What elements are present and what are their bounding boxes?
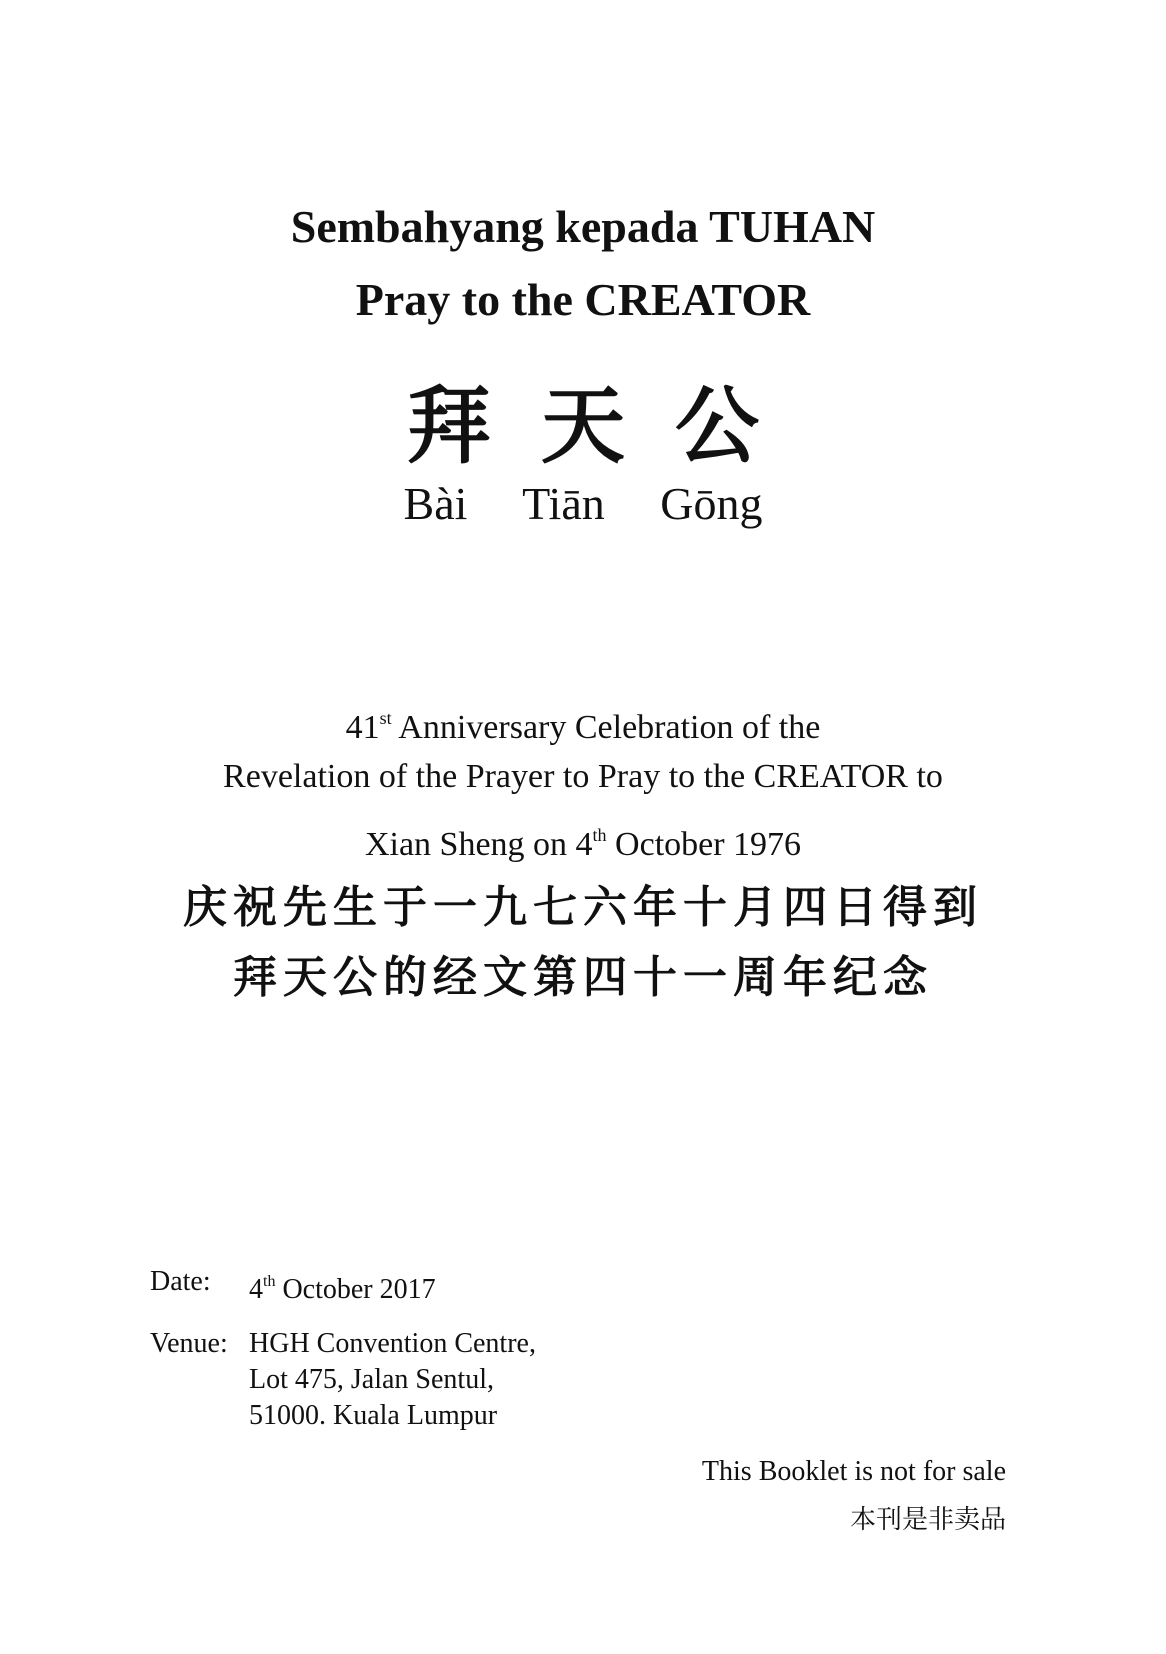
title-malay: Sembahyang kepada TUHAN	[290, 201, 876, 252]
anniversary-line-1	[0, 697, 1166, 749]
revelation-date-rest: October 1976	[606, 826, 802, 863]
anniversary-line-2: Revelation of the Prayer to Pray to the CREATOR to	[223, 758, 943, 795]
anniversary-text: Anniversary Celebration of the	[391, 709, 821, 746]
chinese-celebration-line-1: 庆祝先生于一九七六年十月四日得到	[183, 883, 983, 932]
ordinal-suffix: th	[263, 1273, 276, 1290]
ordinal-suffix: st	[379, 708, 392, 728]
chinese-celebration-line-2: 拜天公的经文第四十一周年纪念	[233, 953, 933, 1002]
title-chinese: 拜天公	[406, 381, 809, 474]
anniversary-line-3	[0, 814, 1166, 866]
date-value	[249, 1264, 436, 1308]
venue-line-1: HGH Convention Centre,	[249, 1328, 536, 1359]
title-pinyin: Bài Tiān Gōng	[403, 478, 763, 529]
venue-line-3: 51000. Kuala Lumpur	[249, 1400, 498, 1431]
not-for-sale-chinese: 本刊是非卖品	[849, 1505, 1006, 1535]
venue-label: Venue:	[150, 1328, 228, 1359]
not-for-sale-english: This Booklet is not for sale	[701, 1456, 1006, 1487]
venue-line-2: Lot 475, Jalan Sentul,	[249, 1364, 494, 1395]
date-day: 4	[249, 1274, 263, 1305]
ordinal-suffix: th	[592, 825, 607, 845]
date-label: Date:	[150, 1266, 211, 1297]
revelation-date-prefix: Xian Sheng on 4	[364, 826, 593, 863]
title-english: Pray to the CREATOR	[355, 274, 811, 325]
anniversary-number: 41	[345, 709, 380, 746]
date-month-year: October 2017	[275, 1274, 436, 1305]
